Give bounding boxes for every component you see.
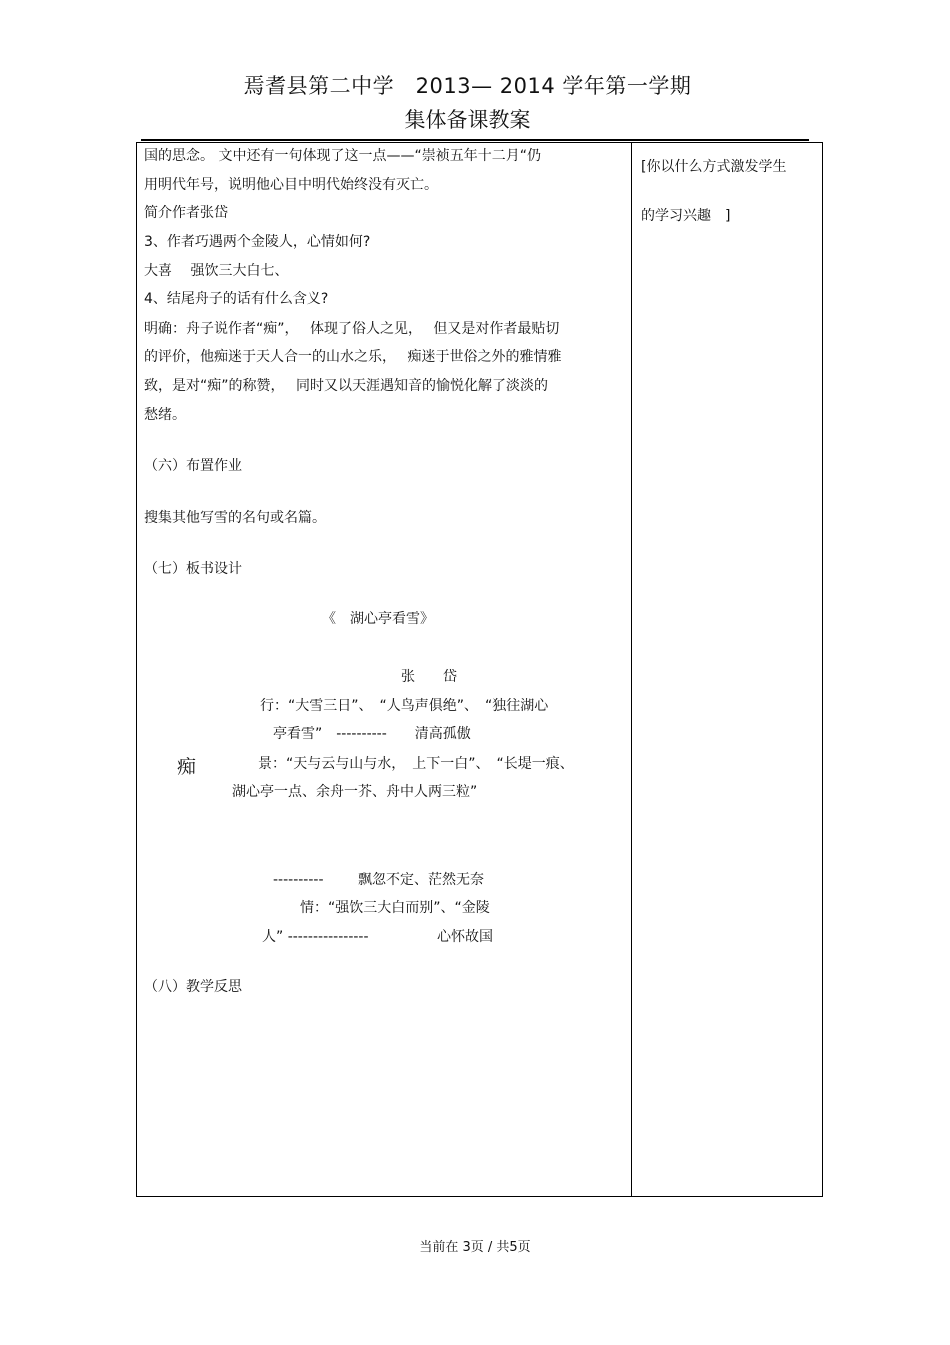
board-emotion-line: 人” ---------------- — [262, 929, 369, 945]
answer-4-line: 的评价，他痴迷于天人合一的山水之乐， 痴迷于世俗之外的雅情雅 — [144, 349, 562, 365]
sidebar-note: [你以什么方式激发学生 — [641, 159, 787, 175]
header-subtitle: 集体备课教案 — [404, 108, 531, 132]
question-4: 4、结尾舟子的话有什么含义? — [144, 291, 329, 307]
board-scene-line: 景：“天与云与山与水， 上下一白”、 “长堤一痕、 — [258, 756, 574, 772]
section-reflection: （八）教学反思 — [144, 979, 242, 995]
section-board-design: （七）板书设计 — [144, 561, 242, 577]
board-keyword: 痴 — [177, 756, 197, 778]
section-homework: （六）布置作业 — [144, 458, 242, 474]
board-mood: 飘忽不定、茫然无奈 — [358, 872, 484, 888]
board-dash: ---------- — [273, 872, 324, 888]
board-scene-line: 湖心亭一点、余舟一芥、舟中人两三粒” — [232, 784, 478, 800]
author-intro: 简介作者张岱 — [144, 205, 228, 221]
answer-4-line: 愁绪。 — [144, 407, 186, 423]
header-title: 焉耆县第二中学 2013— 2014 学年第一学期 — [243, 74, 692, 98]
header-rule — [141, 139, 809, 141]
paragraph-line: 国的思念。 文中还有一句体现了这一点——“崇祯五年十二月“仍 — [144, 148, 541, 164]
board-action-line: 亭看雪” ---------- 清高孤傲 — [273, 726, 471, 742]
answer-3: 大喜 强饮三大白七、 — [144, 263, 289, 279]
paragraph-line: 用明代年号，说明他心目中明代始终没有灭亡。 — [144, 177, 438, 193]
board-emotion-line: 情：“强饮三大白而别”、“金陵 — [300, 900, 490, 916]
sidebar-note: 的学习兴趣 ] — [641, 208, 731, 224]
page-indicator: 当前在 3页 / 共5页 — [419, 1240, 531, 1255]
board-title: 《 湖心亭看雪》 — [322, 611, 434, 627]
board-action-line: 行：“大雪三日”、 “人鸟声俱绝”、 “独往湖心 — [260, 698, 549, 714]
column-divider — [631, 142, 632, 1196]
board-author: 张 岱 — [401, 669, 457, 685]
homework-text: 搜集其他写雪的名句或名篇。 — [144, 510, 326, 526]
question-3: 3、作者巧遇两个金陵人，心情如何? — [144, 234, 371, 250]
answer-4-line: 明确：舟子说作者“痴”， 体现了俗人之见， 但又是对作者最贴切 — [144, 321, 560, 337]
board-mood: 心怀故国 — [437, 929, 493, 945]
answer-4-line: 致，是对“痴”的称赞， 同时又以天涯遇知音的愉悦化解了淡淡的 — [144, 378, 548, 394]
